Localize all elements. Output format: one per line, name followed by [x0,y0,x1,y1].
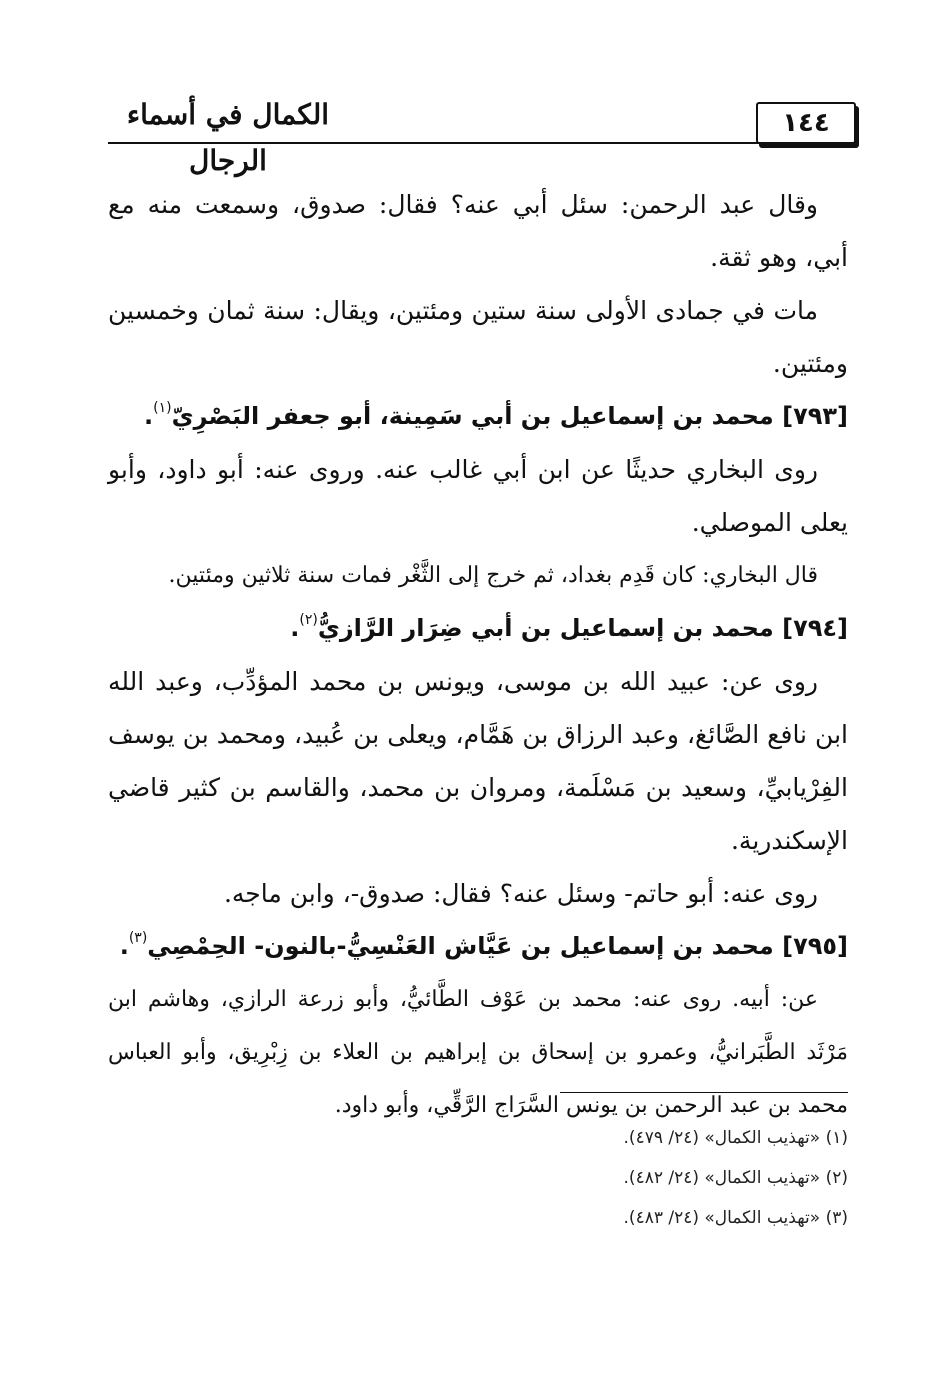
paragraph: روى عن: عبيد الله بن موسى، ويونس بن محمد المؤدِّب، وعبد الله ابن نافع الصَّائغ، وعبد الرزاق بن هَمَّام، ويعلى بن عُبيد، ومحمد بن يوسف الفِرْيابيِّ، وسعيد بن مَسْلَمة، ومروان بن محمد، والقاسم بن كثير قاضي الإسكندرية. [108,667,848,855]
running-title: الكمال في أسماء الرجال [126,98,330,177]
entry-heading-text: [٧٩٣] محمد بن إسماعيل بن أبي سَمِينة، أبو جعفر البَصْرِيّ [171,402,848,430]
page-number: ١٤٤ [782,108,830,138]
paragraph: مات في جمادى الأولى سنة ستين ومئتين، ويقال: سنة ثمان وخمسين ومئتين. [108,296,848,378]
entry-heading-795 [108,920,848,973]
paragraph: قال البخاري: كان قَدِم بغداد، ثم خرج إلى الثَّغْر فمات سنة ثلاثين ومئتين. [168,563,818,588]
entry-heading-end: . [144,402,154,430]
footnote-marker: (٢) [299,612,318,628]
entry-heading-793 [108,390,848,443]
entry-heading-end: . [119,932,129,960]
entry-heading-text: [٧٩٤] محمد بن إسماعيل بن أبي ضِرَار الرَّازيُّ [317,614,848,642]
footnote: (٢) «تهذيب الكمال» (٢٤/ ٤٨٢). [623,1168,848,1188]
footnote-rule [560,1092,848,1093]
footnote-marker: (١) [153,400,172,416]
page-header [108,90,856,177]
footnote: (٣) «تهذيب الكمال» (٢٤/ ٤٨٣). [623,1208,848,1228]
paragraph: وقال عبد الرحمن: سئل أبي عنه؟ فقال: صدوق، وسمعت منه مع أبي، وهو ثقة. [108,190,848,272]
paragraph: روى البخاري حديثًا عن ابن أبي غالب عنه. وروى عنه: أبو داود، وأبو يعلى الموصلي. [108,455,848,537]
page-number-box [756,102,856,144]
main-text [108,178,848,1132]
entry-heading-text: [٧٩٥] محمد بن إسماعيل بن عَيَّاش العَنْسِيُّ-بالنون- الحِمْصِي [147,932,848,960]
footnotes [108,1118,848,1238]
footnote-marker: (٣) [128,930,148,946]
footnote: (١) «تهذيب الكمال» (٢٤/ ٤٧٩). [623,1128,848,1148]
paragraph: عن: أبيه. روى عنه: محمد بن عَوْف الطَّائيُّ، وأبو زرعة الرازي، وهاشم ابن مَرْثَد الطَّبَرانيُّ، وعمرو بن إسحاق بن إبراهيم بن العلاء بن زِبْرِيق، وأبو العباس محمد بن عبد الرحمن بن يونس السَّرَاج الرَّقِّي، وأبو داود. [108,987,848,1118]
entry-heading-794 [108,602,848,655]
entry-heading-end: . [290,614,300,642]
header-rule [108,142,856,144]
paragraph: روى عنه: أبو حاتم- وسئل عنه؟ فقال: صدوق-، وابن ماجه. [223,879,818,908]
